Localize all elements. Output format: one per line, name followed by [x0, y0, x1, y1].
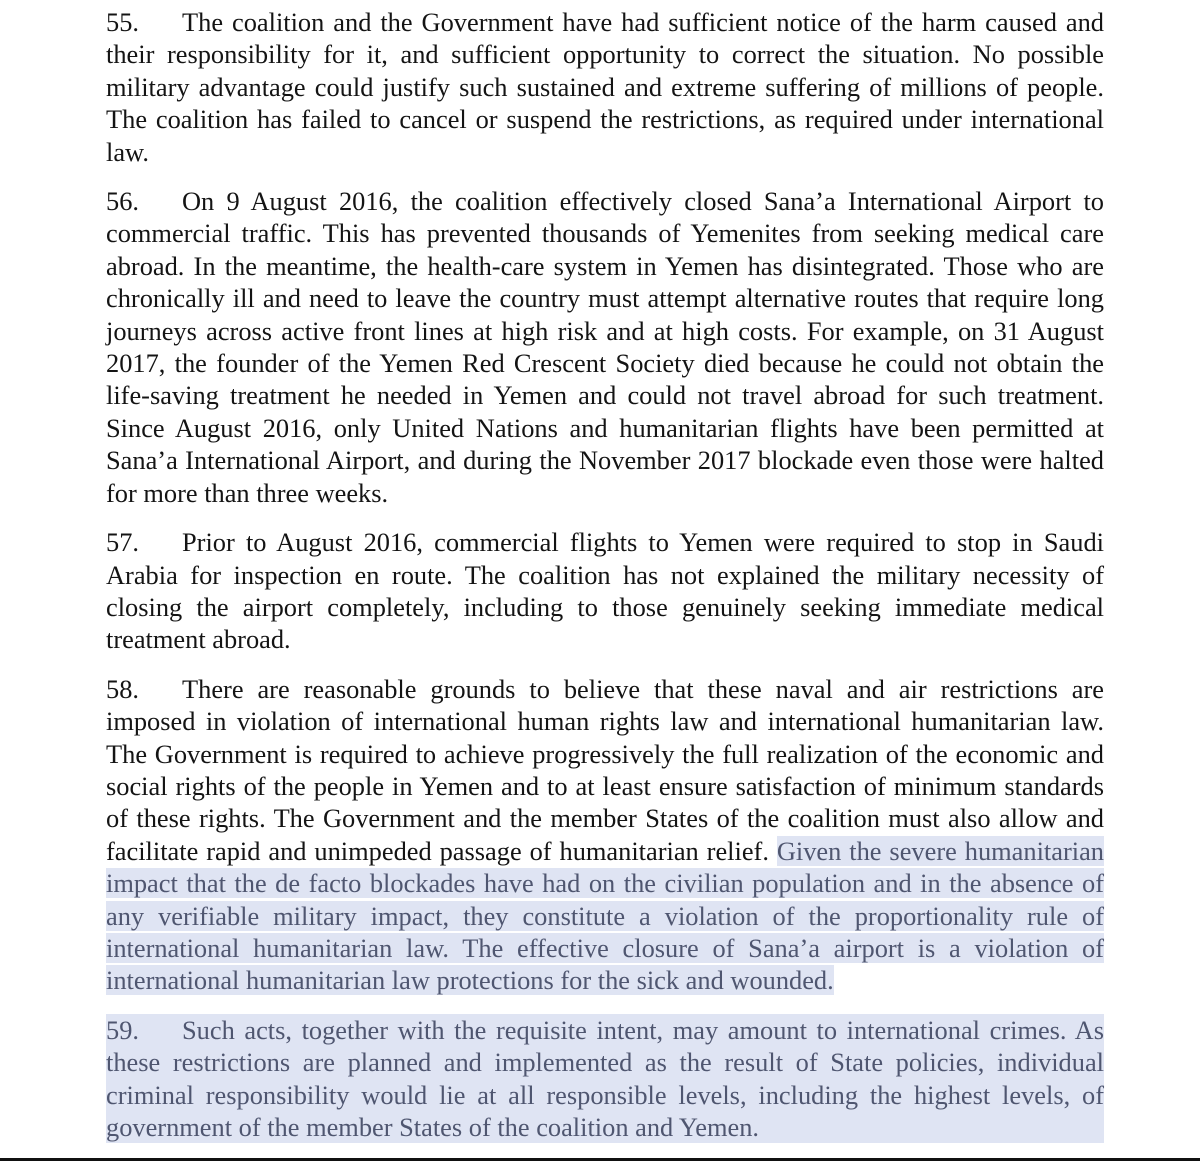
paragraph-text: On 9 August 2016, the coalition effectively closed Sana’a International Airport to commercial traffic. This has prevented thousands of Yemenites from seeking medical care abroad. In the meantime, the health-care system in Yemen has disintegrated. Those who are chronically ill and need to leave the country must attempt alternative routes that require long journeys across active front lines at high risk and at high costs. For example, on 31 August 2017, the founder of the Yemen Red Crescent Society died because he could not obtain the life-saving treatment he needed in Yemen and could not travel abroad for such treatment. Since August 2016, only United Nations and humanitarian flights have been permitted at Sana’a International Airport, and during the November 2017 blockade even those were halted for more than three weeks. — [106, 186, 1104, 508]
paragraph-text: Such acts, together with the requisite intent, may amount to international crimes. As these restrictions are planned and implemented as the result of State policies, individual criminal responsibility would lie at all responsible levels, including the highest levels, of government of the member States of the coalition and Yemen. — [106, 1014, 1104, 1142]
paragraph-number: 56. — [106, 186, 139, 217]
paragraph-text: There are reasonable grounds to believe that these naval and air restrictions are imposed in violation of international human rights law and international humanitarian law. The Government is required to achieve progressively the full realization of the economic and social rights of the people in Yemen and to at least ensure satisfaction of minimum standards of these rights. The Government and the member States of the coalition must also allow and facilitate rapid and unimpeded passage of humanitarian relief. — [106, 673, 1104, 866]
paragraph-number: 59. — [106, 1014, 139, 1045]
paragraph-58 — [106, 673, 1104, 997]
document-page — [106, 6, 1104, 1160]
paragraph-57 — [106, 526, 1104, 656]
highlighted-selection[interactable]: Given the severe humanitarian impact that the de facto blockades have had on the civilian population and in the absence of any verifiable military impact, they constitute a violation of the proportionality rule of international humanitarian law. The effective closure of Sana’a airport is a violation of international humanitarian law protections for the sick and wounded. — [106, 835, 1104, 996]
paragraph-text: Prior to August 2016, commercial flights to Yemen were required to stop in Saudi Arabia for inspection en route. The coalition has not explained the military necessity of closing the airport completely, including to those genuinely seeking immediate medical treatment abroad. — [106, 527, 1104, 655]
paragraph-text: The coalition and the Government have had sufficient notice of the harm caused and their responsibility for it, and sufficient opportunity to correct the situation. No possible military advantage could justify such sustained and extreme suffering of millions of people. The coalition has failed to cancel or suspend the restrictions, as required under international law. — [106, 7, 1104, 167]
page-bottom-rule — [0, 1158, 1200, 1161]
paragraph-number: 55. — [106, 7, 139, 37]
paragraph-number: 58. — [106, 673, 139, 704]
paragraph-59[interactable] — [106, 1014, 1104, 1144]
paragraph-55 — [106, 6, 1104, 168]
paragraph-56 — [106, 185, 1104, 509]
paragraph-number: 57. — [106, 527, 139, 558]
